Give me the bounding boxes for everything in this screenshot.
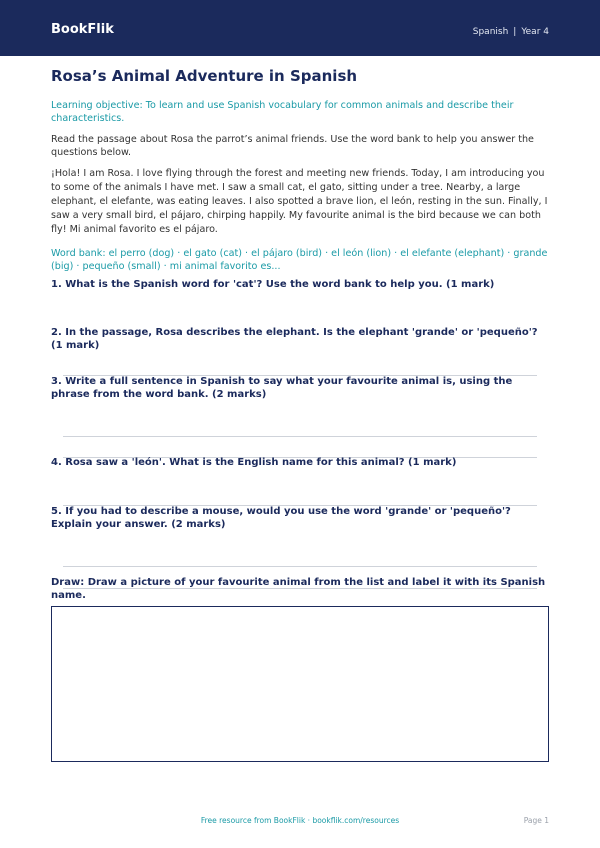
intro-text: Read the passage about Rosa the parrot’s animal friends. Use the word bank to help you answer the questions below. [51,134,534,158]
drawing-area[interactable] [51,606,549,762]
question-2: 2. In the passage, Rosa describes the elephant. Is the elephant 'grande' or 'pequeño'? (1 mark) [51,327,538,351]
page-number: Page 1 [523,816,549,825]
header-meta [473,27,549,37]
question-5: 5. If you had to describe a mouse, would you use the word 'grande' or 'pequeño'? Explain your answer. (2 marks) [51,506,511,530]
answer-line [63,588,537,589]
page-header [0,0,600,56]
question-4: 4. Rosa saw a 'león'. What is the English name for this animal? (1 mark) [51,457,457,468]
question-1: 1. What is the Spanish word for 'cat'? Use the word bank to help you. (1 mark) [51,279,495,290]
learning-objective: Learning objective: To learn and use Spanish vocabulary for common animals and describe their characteristics. [51,100,514,124]
question-3: 3. Write a full sentence in Spanish to say what your favourite animal is, using the phrase from the word bank. (2 marks) [51,376,513,400]
brand-logo: BookFlik [51,22,114,37]
footer-credit: Free resource from BookFlik · bookflik.com/resources [200,816,400,825]
reading-passage: ¡Hola! I am Rosa. I love flying through the forest and meeting new friends. Today, I am introducing you to some of the animals I have met. I saw a small cat, el gato, sitting under a tree. Nearby, a large elephant, el elefante, was eating leaves. I also spotted a brave lion, el león, resting in the sun. Finally, I saw a very small bird, el pájaro, chirping happily. My favourite animal is the bird because we can both fly! Mi animal favorito es el pájaro. [51,168,548,235]
word-bank: Word bank: el perro (dog) · el gato (cat) · el pájaro (bird) · el león (lion) · el elefante (elephant) · grande (big) · pequeño (small) · mi animal favorito es... [51,248,548,272]
answer-line [63,436,537,437]
page-title: Rosa’s Animal Adventure in Spanish [51,67,358,85]
header-separator: | [513,27,517,37]
year-label: Year 4 [521,27,549,37]
answer-line [63,566,537,567]
subject-label: Spanish [472,27,509,37]
worksheet-content [51,64,549,273]
draw-instruction: Draw: Draw a picture of your favourite animal from the list and label it with its Spanish name. [51,577,546,601]
